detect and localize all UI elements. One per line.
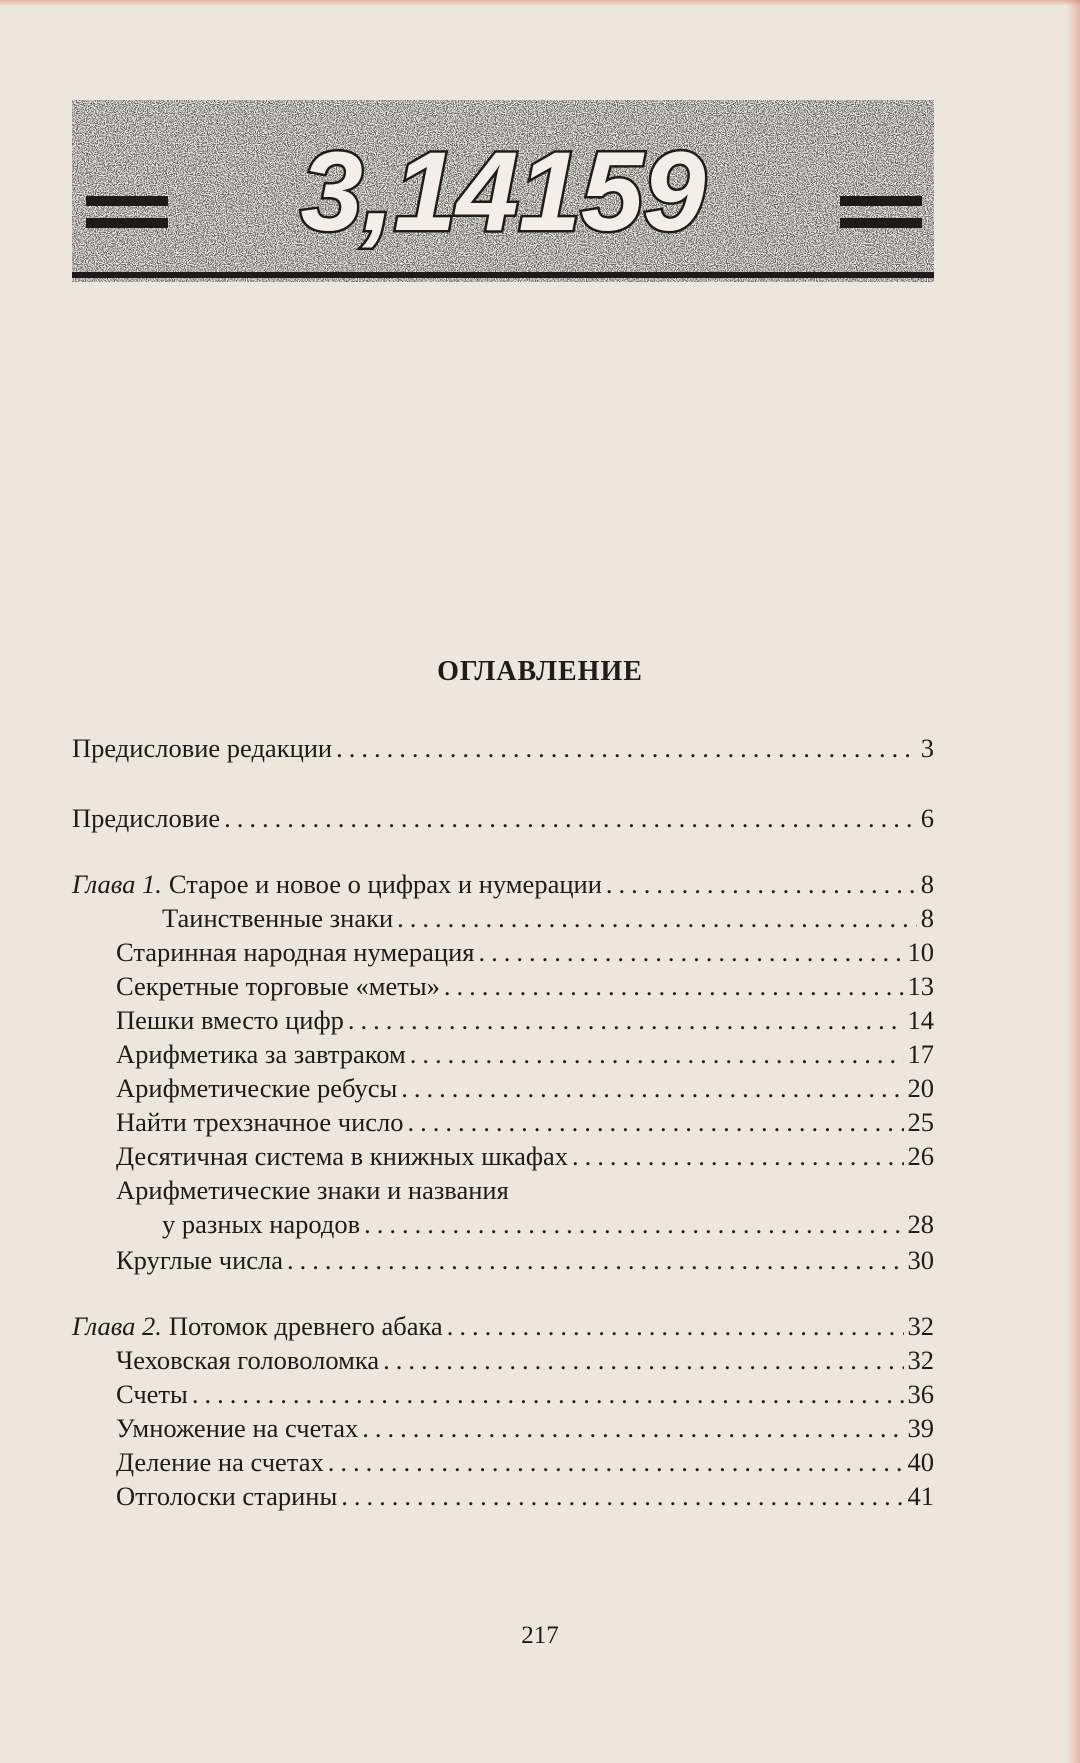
toc-entry	[72, 1444, 934, 1480]
toc-entry	[72, 1410, 934, 1446]
toc-leader-dots	[572, 1138, 903, 1174]
toc-entry-title: Предисловие редакции	[72, 733, 333, 763]
toc-chapter-label: Глава 2.	[72, 1311, 162, 1341]
banner-title: 3,14159	[300, 129, 706, 254]
toc-entry	[72, 934, 934, 970]
toc-page-number: 32	[907, 1345, 934, 1375]
toc-leader-dots	[447, 1308, 904, 1344]
toc-leader-dots	[328, 1444, 904, 1480]
toc-leader-dots	[478, 934, 903, 970]
toc-entry	[72, 1036, 934, 1072]
toc-page-number: 36	[907, 1379, 934, 1409]
toc-entry-title: Десятичная система в книжных шкафах	[116, 1141, 569, 1171]
toc-page-number: 10	[907, 937, 934, 967]
toc-entry-title: Старинная народная нумерация	[116, 937, 475, 967]
toc-entry-title: Чеховская головоломка	[116, 1345, 380, 1375]
toc-entry-title: Секретные торговые «меты»	[116, 971, 440, 1001]
toc-entry-title: Пешки вместо цифр	[116, 1005, 344, 1035]
toc-leader-dots	[408, 1104, 904, 1140]
toc-entry	[72, 1308, 934, 1344]
toc-entry	[72, 730, 934, 766]
toc-page-number: 6	[920, 803, 934, 833]
toc-leader-dots	[410, 1036, 904, 1072]
toc-entry-title: Круглые числа	[116, 1245, 284, 1275]
toc-entry	[72, 1342, 934, 1378]
toc-leader-dots	[383, 1342, 903, 1378]
toc-page-number: 30	[907, 1245, 934, 1275]
toc-leader-dots	[224, 800, 917, 836]
toc-entry-title: Отголоски старины	[116, 1481, 338, 1511]
toc-page-number: 13	[907, 971, 934, 1001]
toc-entry	[72, 1376, 934, 1412]
toc-entry	[72, 1104, 934, 1140]
toc-heading: ОГЛАВЛЕНИЕ	[437, 656, 643, 687]
toc-page-number: 3	[920, 733, 934, 763]
toc-page-number: 25	[907, 1107, 934, 1137]
toc-leader-dots	[362, 1410, 903, 1446]
toc-entry	[72, 1138, 934, 1174]
toc-entry-title: у разных народов	[162, 1209, 361, 1239]
toc-entry-title: Найти трехзначное число	[116, 1107, 404, 1137]
toc-entry-title: Старое и новое о цифрах и нумерации	[168, 869, 602, 899]
toc-page-number: 26	[907, 1141, 934, 1171]
toc-leader-dots	[341, 1478, 903, 1514]
toc-page-number: 39	[907, 1413, 934, 1443]
toc-entry	[72, 800, 934, 836]
toc-entry-title: Деление на счетах	[116, 1447, 324, 1477]
toc-page-number: 14	[907, 1005, 934, 1035]
toc-entry-title: Арифметические знаки и названия	[116, 1175, 509, 1205]
toc-leader-dots	[444, 968, 904, 1004]
toc-page-number: 17	[907, 1039, 934, 1069]
toc-entry	[72, 1172, 934, 1242]
toc-leader-dots	[397, 900, 917, 936]
toc-page-number: 20	[907, 1073, 934, 1103]
toc-entry	[72, 866, 934, 902]
toc-leader-dots	[401, 1070, 903, 1106]
toc-page-number: 8	[920, 869, 934, 899]
page-edge-tint-top	[0, 0, 1080, 6]
toc-entry	[72, 1070, 934, 1106]
banner-image	[72, 100, 934, 282]
toc-page-number: 40	[907, 1447, 934, 1477]
toc-leader-dots	[287, 1242, 903, 1278]
toc-entry-title: Арифметика за завтраком	[116, 1039, 406, 1069]
toc-entry-title: Счеты	[116, 1379, 188, 1409]
toc-entry	[72, 1002, 934, 1038]
toc-chapter-label: Глава 1.	[72, 869, 162, 899]
toc-leader-dots	[192, 1376, 904, 1412]
toc-entry-title: Таинственные знаки	[162, 903, 394, 933]
toc-entry	[72, 900, 934, 936]
toc-entry	[72, 968, 934, 1004]
toc-page-number: 28	[907, 1209, 934, 1239]
toc-entry-title: Арифметические ребусы	[116, 1073, 398, 1103]
toc-leader-dots	[364, 1206, 903, 1242]
toc-entry-title: Потомок древнего абака	[168, 1311, 443, 1341]
toc-entry-title: Предисловие	[72, 803, 221, 833]
toc-entry	[72, 1478, 934, 1514]
toc-page-number: 41	[907, 1481, 934, 1511]
toc-leader-dots	[336, 730, 917, 766]
page-edge-tint-right	[1066, 0, 1080, 1763]
toc-page-number: 8	[920, 903, 934, 933]
toc-entry	[72, 1242, 934, 1278]
toc-leader-dots	[606, 866, 917, 902]
toc-leader-dots	[348, 1002, 904, 1038]
page-number: 217	[521, 1622, 559, 1649]
toc-entry-title: Умножение на счетах	[116, 1413, 359, 1443]
toc-page-number: 32	[907, 1311, 934, 1341]
